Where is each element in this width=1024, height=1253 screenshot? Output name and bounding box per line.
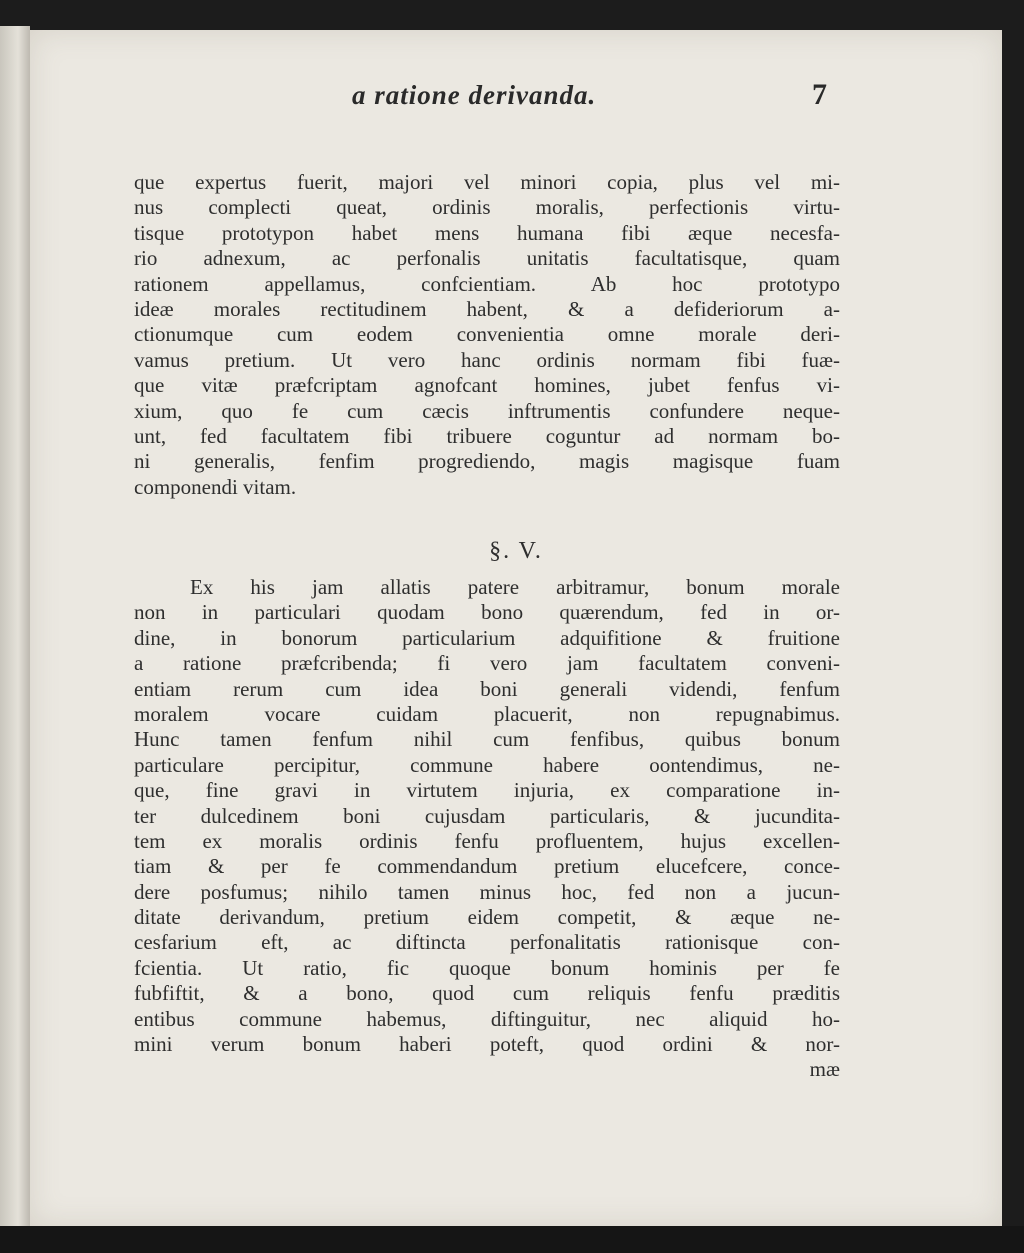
text-line: rationem appellamus, confcientiam. Ab hoc prototypo [134,271,840,296]
text-line: moralem vocare cuidam placuerit, non repugnabimus. [134,701,840,726]
text-line: particulare percipitur, commune habere oontendimus, ne- [134,752,840,777]
text-line: rio adnexum, ac perfonalis unitatis facultatisque, quam [134,246,840,271]
text-line: componendi vitam. [134,474,297,499]
text-line: mini verum bonum haberi poteft, quod ordini & nor- [134,1032,840,1057]
text-line: xium, quo fe cum cæcis inftrumentis confundere neque- [134,398,840,423]
text-line: tisque prototypon habet mens humana fibi æque necesfa- [134,220,840,245]
text-line: tiam & per fe commendandum pretium elucefcere, conce- [134,854,840,879]
text-line: non in particulari quodam bono quærendum, fed in or- [134,600,840,625]
text-line: ditate derivandum, pretium eidem competit, & æque ne- [134,905,840,930]
text-line: tem ex moralis ordinis fenfu profluentem, hujus excellen- [134,828,840,853]
text-line: que vitæ præfcriptam agnofcant homines, jubet fenfus vi- [134,373,840,398]
text-line: unt, fed facultatem fibi tribuere coguntur ad normam bo- [134,423,840,448]
text-line: Hunc tamen fenfum nihil cum fenfibus, quibus bonum [134,727,840,752]
text-line: ctionumque cum eodem convenientia omne morale deri- [134,322,840,347]
text-line: entiam rerum cum idea boni generali videndi, fenfum [134,676,840,701]
text-line: fubfiftit, & a bono, quod cum reliquis fenfu præditis [134,981,840,1006]
catchword: mæ [809,1057,840,1082]
page-number: 7 [812,78,827,111]
text-line: ter dulcedinem boni cujusdam particularis, & jucundita- [134,803,840,828]
text-line: ideæ morales rectitudinem habent, & a defideriorum a- [134,296,840,321]
book-page [30,30,1002,1226]
paragraph-2 [134,575,840,1083]
text-line: ni generalis, fenfim progrediendo, magis magisque fuam [134,449,840,474]
text-line: a ratione præfcribenda; fi vero jam facultatem conveni- [134,651,840,676]
text-line: nus complecti queat, ordinis moralis, perfectionis virtu- [134,195,840,220]
text-line: dine, in bonorum particularium adquifitione & fruitione [134,625,840,650]
section-heading: §. V. [489,538,543,564]
text-line: que, fine gravi in virtutem injuria, ex comparatione in- [134,778,840,803]
paragraph-1 [134,170,840,500]
text-line: vamus pretium. Ut vero hanc ordinis normam fibi fuæ- [134,347,840,372]
text-line: entibus commune habemus, diftinguitur, nec aliquid ho- [134,1006,840,1031]
book-gutter-edge [0,26,30,1253]
running-head [30,80,1002,120]
text-line: cesfarium eft, ac diftincta perfonalitatis rationisque con- [134,930,840,955]
text-line: dere posfumus; nihilo tamen minus hoc, fed non a jucun- [134,879,840,904]
running-title: a ratione derivanda. [352,80,597,110]
text-line: que expertus fuerit, majori vel minori copia, plus vel mi- [134,170,840,194]
text-line: fcientia. Ut ratio, fic quoque bonum hominis per fe [134,955,840,980]
text-line: Ex his jam allatis patere arbitramur, bonum morale [190,575,840,599]
scan-border [0,1226,1024,1253]
